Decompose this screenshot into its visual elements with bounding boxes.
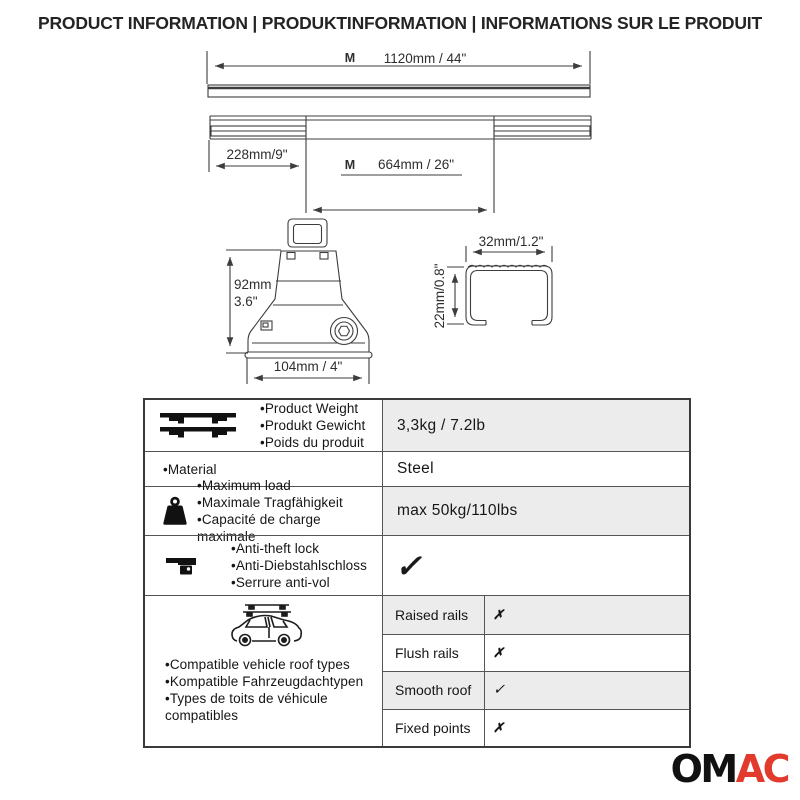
row-label: •Material bbox=[163, 461, 217, 477]
row-label: •Anti-Diebstahlschloss bbox=[231, 558, 367, 573]
omac-logo bbox=[671, 747, 788, 791]
anti-theft-check: ✓ bbox=[383, 535, 689, 595]
spec-table bbox=[143, 398, 691, 748]
row-label: •Product Weight bbox=[260, 401, 359, 416]
dim-span-prefix: M bbox=[344, 158, 356, 172]
row-value: 3,3kg / 7.2lb bbox=[383, 400, 689, 451]
roof-type-label: Fixed points bbox=[383, 709, 485, 747]
table-row bbox=[145, 535, 383, 595]
row-label: •Poids du produit bbox=[260, 435, 364, 450]
page-title: PRODUCT INFORMATION | PRODUKTINFORMATION | INFORMATIONS SUR LE PRODUIT bbox=[38, 13, 762, 33]
roof-bars-icon bbox=[158, 411, 238, 441]
row-value: max 50kg/110lbs bbox=[383, 486, 689, 535]
dim-end-offset: 228mm/9" bbox=[226, 147, 288, 162]
row-label: •Capacité de charge maximale bbox=[197, 512, 321, 544]
row-value: Steel bbox=[383, 451, 689, 486]
dim-foot-height-mm: 92mm bbox=[234, 277, 272, 292]
row-label: •Maximale Tragfähigkeit bbox=[197, 495, 343, 510]
row-label: •Anti-theft lock bbox=[231, 541, 320, 556]
roof-type-label: Raised rails bbox=[383, 596, 485, 634]
row-label: •Serrure anti-vol bbox=[231, 575, 330, 590]
weight-icon bbox=[162, 496, 188, 527]
dim-foot-width: 104mm / 4" bbox=[273, 359, 343, 374]
row-label: •Maximum load bbox=[197, 478, 291, 493]
dim-profile-height: 22mm/0.8" bbox=[432, 263, 447, 329]
roof-type-subtable bbox=[383, 595, 689, 746]
row-label: •Compatible vehicle roof types bbox=[165, 657, 350, 672]
dim-bar-length: 1120mm / 44" bbox=[383, 51, 467, 66]
dim-span: 664mm / 26" bbox=[377, 157, 455, 172]
table-row bbox=[145, 478, 383, 544]
roof-type-label: Flush rails bbox=[383, 634, 485, 672]
omac-logo-black: OM bbox=[670, 747, 736, 791]
row-label: •Produkt Gewicht bbox=[260, 418, 366, 433]
dim-bar-length-prefix: M bbox=[344, 51, 356, 65]
dim-profile-width: 32mm/1.2" bbox=[478, 234, 544, 249]
roof-type-label: Smooth roof bbox=[383, 671, 485, 709]
roof-type-mark: ✗ bbox=[485, 596, 689, 634]
row-label: •Types de toits de véhicule compatibles bbox=[165, 691, 328, 723]
roof-type-mark: ✓ bbox=[485, 671, 689, 709]
dim-foot-height-in: 3.6" bbox=[234, 294, 258, 309]
car-roof-icon bbox=[230, 602, 304, 652]
omac-logo-red: AC bbox=[735, 747, 788, 791]
roof-type-mark: ✗ bbox=[485, 634, 689, 672]
roof-type-mark: ✗ bbox=[485, 709, 689, 747]
row-label: •Kompatible Fahrzeugdachtypen bbox=[165, 674, 364, 689]
table-row bbox=[145, 595, 383, 746]
table-row bbox=[145, 400, 383, 451]
lock-icon bbox=[165, 555, 197, 577]
